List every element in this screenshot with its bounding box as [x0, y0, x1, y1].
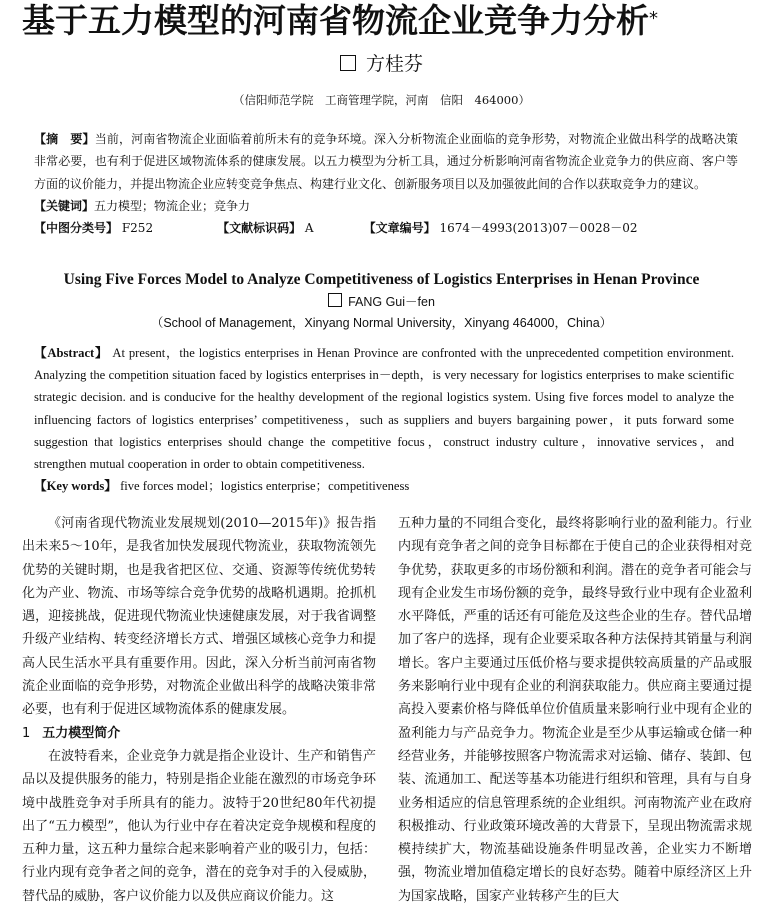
english-author-name: FANG Gui－fen: [348, 295, 435, 309]
english-affiliation: （School of Management，Xinyang Normal University，Xinyang 464000，China）: [150, 316, 613, 330]
keywords-zh-text: 五力模型；物流企业；竞争力: [94, 198, 251, 213]
classification-line: [34, 217, 738, 239]
english-title: Using Five Forces Model to Analyze Competitiveness of Logistics Enterprises in Henan Province: [63, 271, 700, 288]
abstract-en-label: 【Abstract】: [34, 346, 109, 360]
clc-value: F252: [121, 221, 154, 236]
abstract-en: [34, 342, 734, 475]
section1-paragraph: 在波特看来，企业竞争力就是指企业设计、生产和销售产品以及提供服务的能力，特别是指企业能在激烈的市场竞争环境中战胜竞争对手所具有的能力。波特于20世纪80年代初提出了“五力模型”，他认为行业中存在着决定竞争规模和程度的五种力量，这五种力量综合起来影响着产业的吸引力，包括：行业内现有竞争者之间的竞争，潜在的竞争对手的入侵威胁，替代品的威胁，客户议价能力以及供应商议价能力。这: [22, 748, 376, 904]
right-column-paragraph: 五种力量的不同组合变化，最终将影响行业的盈利能力。行业内现有竞争者之间的竞争目标都在于使自己的企业获得相对竞争优势，获取更多的市场份额和利润。潜在的竞争者可能会与现有企业发生市场份额的竞争，最终导致行业中现有企业盈利水平降低，严重的话还有可能危及这些企业的生存。替代品增加了客户的选择，现有企业要采取各种方法保持其销量与利润增长。客户主要通过压低价格与要求提供较高质量的产品或服务来影响行业中现有企业的利润获取能力。供应商主要通过提高投入要素价格与降低单位价值质量来影响行业中现有企业的盈利能力与产品竞争力。物流企业是至少从事运输或仓储一种经营业务，并能够按照客户物流需求对运输、储存、装卸、包装、流通加工、配送等基本功能进行组织和管理，具有与自身业务相适应的信息管理系统的企业组织。河南物流产业在政府积极推动、行业政策环境改善的大背景下，呈现出物流需求规模持续扩大，物流基础设施条件明显改善，企业实力不断增强，物流业增加值稳定增长的良好态势。随着中原经济区上升为国家战略，国家产业转移产生的巨大: [398, 516, 752, 904]
keywords-en: [34, 475, 734, 497]
abstract-zh-label: 【摘 要】: [34, 132, 95, 146]
chinese-abstract-block: [34, 128, 738, 239]
section-heading-1: [22, 722, 376, 745]
keywords-en-label: 【Key words】: [34, 479, 117, 494]
article-no-label: 【文章编号】: [363, 221, 436, 236]
english-author-line: [0, 293, 763, 311]
author-en-box-icon: [328, 293, 342, 307]
section-number: 1: [22, 725, 31, 741]
abstract-zh-text: 当前，河南省物流企业面临着前所未有的竞争环境。深入分析物流企业面临的竞争形势，对物流企业做出科学的战略决策非常必要，也有利于促进区域物流体系的健康发展。以五力模型为分析工具，通过分析影响河南省物流企业竞争力的供应商、客户等方面的议价能力，并提出物流企业应转变竞争焦点、构建行业文化、创新服务项目以及加强彼此间的合作以获取竞争力的建议。: [34, 132, 738, 191]
keywords-en-text: five forces model；logistics enterprise；competitiveness: [120, 479, 410, 494]
clc-label: 【中图分类号】: [34, 221, 119, 236]
doc-code-label: 【文献标识码】: [217, 221, 302, 236]
abstract-zh: [34, 128, 738, 195]
doc-code-value: A: [304, 221, 314, 236]
author-name: 方桂芬: [365, 53, 423, 75]
paper-title: [22, 0, 742, 42]
english-abstract-block: [34, 342, 734, 497]
body-left-column: [22, 512, 376, 908]
affiliation: （信阳师范学院 工商管理学院，河南 信阳 464000）: [233, 93, 530, 107]
abstract-en-text: At present，the logistics enterprises in Henan Province are confronted with the unprecedented competition environment. Analyzing the competition situation faced by logistics enterprises in－depth，is very necessary for logistics enterprises to make scientific strategic decision. and is conducive for the healthy development of the regional logistics system. Using five forces model to analyze the influencing factors of logistics enterprises’ competitiveness，such as suppliers and buyers bargaining power，it puts forward some suggestion that logistics enterprises should change the competitive focus，construct industry culture，innovative services，and strengthen mutual cooperation in order to obtain competitiveness.: [34, 346, 734, 472]
author-box-icon: [340, 55, 356, 71]
body-right-column: [398, 512, 752, 908]
title-footnote-mark: *: [649, 8, 658, 29]
section-title: 五力模型简介: [42, 725, 121, 741]
author-line: [0, 52, 763, 76]
keywords-zh-label: 【关键词】: [34, 198, 95, 213]
paper-title-text: 基于五力模型的河南省物流企业竞争力分析: [22, 1, 649, 40]
article-no-value: 1674－4993(2013)07－0028－02: [439, 221, 638, 236]
intro-paragraph: 《河南省现代物流业发展规划(2010—2015年)》报告指出未来5～10年，是我省加快发展现代物流业，获取物流领先优势的关键时期，也是我省把区位、交通、资源等传统优势转化为产业、物流、市场等综合竞争优势的战略机遇期。抢抓机遇，迎接挑战，促进现代物流业快速健康发展，对于我省调整升级产业结构、转变经济增长方式、增强区域核心竞争力和提高人民生活水平具有重要作用。因此，深入分析当前河南省物流企业面临的竞争形势，对物流企业做出科学的战略决策非常必要，也有利于促进区域物流体系的健康发展。: [22, 516, 376, 718]
keywords-zh: [34, 195, 738, 217]
